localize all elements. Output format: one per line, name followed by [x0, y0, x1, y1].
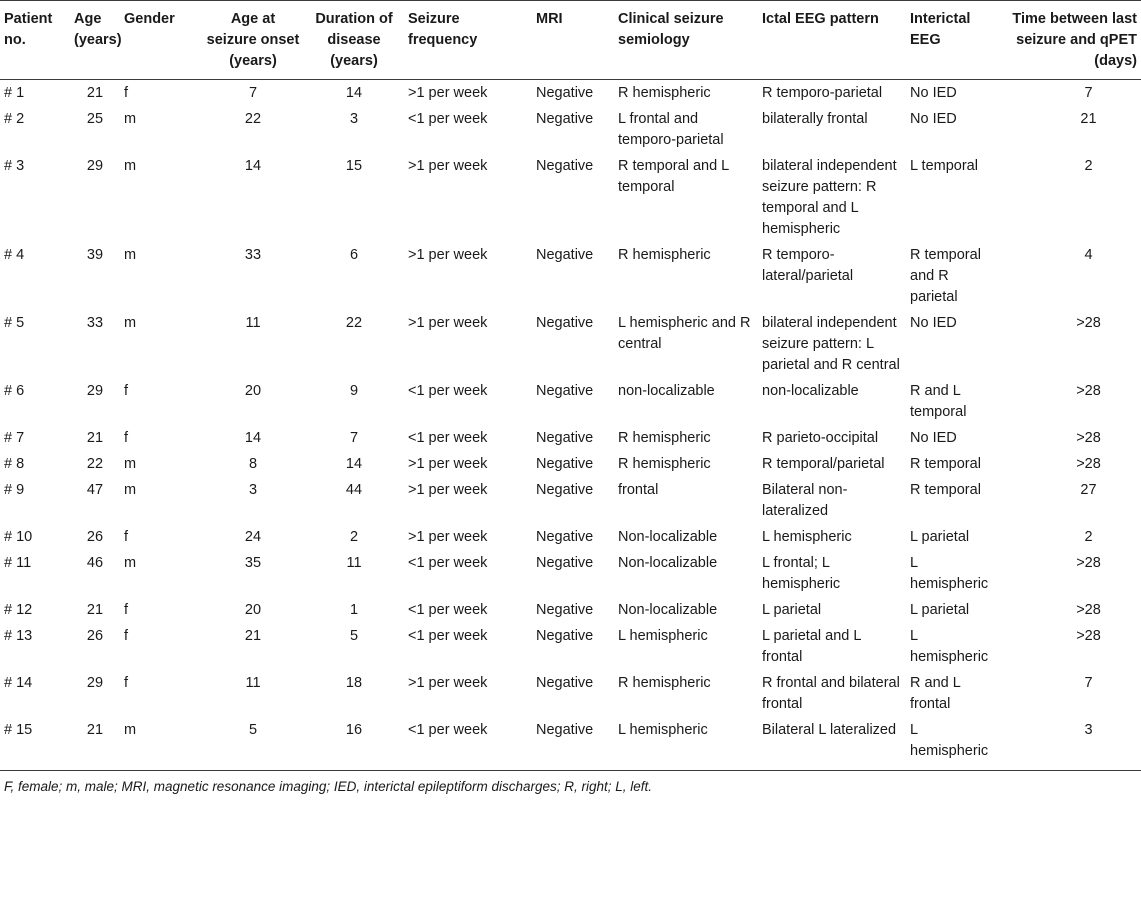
cell-interictal-eeg: L hemispheric	[910, 628, 989, 665]
cell-age-at-onset: 7	[248, 85, 258, 101]
header-gender: Gender	[120, 1, 202, 80]
cell-age: 21	[86, 85, 104, 101]
cell-time-to-qpet: >28	[1076, 315, 1101, 331]
cell-seizure-frequency: <1 per week	[408, 111, 488, 127]
cell-seizure-frequency: <1 per week	[408, 628, 488, 644]
cell-interictal-eeg: L temporal	[910, 158, 978, 174]
table-row	[0, 80, 1141, 107]
cell-patient-no: # 5	[4, 315, 25, 331]
cell-time-to-qpet: >28	[1076, 555, 1101, 571]
cell-mri: Negative	[536, 482, 594, 498]
cell-time-to-qpet: 7	[1084, 85, 1093, 101]
cell-gender: m	[124, 247, 137, 263]
cell-duration: 15	[345, 158, 363, 174]
cell-seizure-frequency: >1 per week	[408, 247, 488, 263]
cell-patient-no: # 14	[4, 675, 33, 691]
cell-duration: 7	[349, 430, 359, 446]
table-footnote: F, female; m, male; MRI, magnetic resonance imaging; IED, interictal epileptiform discharges; R, right; L, left.	[4, 779, 653, 794]
cell-ictal-eeg: L parietal and L frontal	[762, 628, 861, 665]
header-age-at-onset: Age at seizure onset (years)	[202, 1, 304, 80]
cell-duration: 22	[345, 315, 363, 331]
cell-patient-no: # 11	[4, 555, 32, 571]
cell-age-at-onset: 21	[244, 628, 262, 644]
cell-patient-no: # 12	[4, 602, 33, 618]
table-row	[0, 550, 1141, 597]
cell-mri: Negative	[536, 555, 594, 571]
cell-mri: Negative	[536, 628, 594, 644]
header-duration: Duration of disease (years)	[304, 1, 404, 80]
cell-interictal-eeg: No IED	[910, 315, 957, 331]
cell-time-to-qpet: >28	[1076, 430, 1101, 446]
cell-age: 46	[86, 555, 104, 571]
cell-clinical-semiology: L hemispheric	[618, 628, 708, 644]
cell-ictal-eeg: Bilateral non-lateralized	[762, 482, 848, 519]
cell-clinical-semiology: L frontal and temporo-parietal	[618, 111, 724, 148]
cell-age: 25	[86, 111, 104, 127]
cell-interictal-eeg: No IED	[910, 111, 957, 127]
cell-seizure-frequency: <1 per week	[408, 555, 488, 571]
cell-patient-no: # 15	[0, 717, 70, 771]
cell-gender: f	[124, 85, 129, 101]
cell-time-to-qpet: >28	[1076, 383, 1101, 399]
cell-age: 21	[86, 430, 104, 446]
cell-seizure-frequency: >1 per week	[408, 158, 488, 174]
cell-clinical-semiology: R hemispheric	[618, 675, 711, 691]
cell-duration: 16	[304, 717, 404, 771]
cell-ictal-eeg: non-localizable	[762, 383, 859, 399]
cell-mri: Negative	[536, 111, 594, 127]
cell-clinical-semiology: R hemispheric	[618, 430, 711, 446]
cell-mri: Negative	[536, 675, 594, 691]
cell-time-to-qpet: 21	[1080, 111, 1097, 127]
header-seizure-frequency: Seizure frequency	[404, 1, 532, 80]
cell-duration: 1	[349, 602, 359, 618]
cell-duration: 11	[346, 555, 362, 571]
cell-age-at-onset: 35	[244, 555, 262, 571]
header-clinical-semiology: Clinical seizure semiology	[614, 1, 758, 80]
cell-time-to-qpet: 7	[1084, 675, 1093, 691]
cell-age-at-onset: 11	[245, 675, 261, 691]
cell-ictal-eeg: R parieto-occipital	[762, 430, 879, 446]
table-row	[0, 310, 1141, 378]
cell-age-at-onset: 20	[244, 383, 262, 399]
cell-patient-no: # 13	[4, 628, 33, 644]
header-patient-no: Patient no.	[0, 1, 70, 80]
cell-patient-no: # 9	[4, 482, 25, 498]
cell-patient-no: # 1	[4, 85, 25, 101]
cell-clinical-semiology: R hemispheric	[618, 247, 711, 263]
cell-clinical-semiology: L hemispheric	[614, 717, 758, 771]
cell-mri: Negative	[532, 717, 614, 771]
cell-seizure-frequency: >1 per week	[408, 529, 488, 545]
header-mri: MRI	[532, 1, 614, 80]
cell-duration: 14	[345, 85, 363, 101]
cell-mri: Negative	[536, 430, 594, 446]
cell-duration: 6	[349, 247, 359, 263]
cell-time-to-qpet: 4	[1084, 247, 1093, 263]
cell-gender: m	[124, 111, 137, 127]
cell-clinical-semiology: R temporal and L temporal	[618, 158, 729, 195]
cell-ictal-eeg: R frontal and bilateral frontal	[762, 675, 900, 712]
table-row	[0, 717, 1141, 771]
cell-gender: m	[124, 555, 137, 571]
cell-seizure-frequency: >1 per week	[408, 85, 488, 101]
header-row	[0, 1, 1141, 80]
header-interictal-eeg: Interictal EEG	[906, 1, 1000, 80]
cell-ictal-eeg: bilateral independent seizure pattern: L parietal and R central	[762, 315, 900, 373]
cell-age-at-onset: 3	[248, 482, 258, 498]
cell-age-at-onset: 22	[244, 111, 262, 127]
cell-age: 29	[86, 158, 104, 174]
cell-mri: Negative	[536, 158, 594, 174]
cell-gender: f	[124, 628, 129, 644]
cell-ictal-eeg: R temporal/parietal	[762, 456, 885, 472]
cell-clinical-semiology: Non-localizable	[618, 555, 718, 571]
cell-ictal-eeg: L hemispheric	[762, 529, 852, 545]
cell-duration: 14	[345, 456, 363, 472]
cell-age-at-onset: 5	[202, 717, 304, 771]
table-row	[0, 597, 1141, 623]
cell-ictal-eeg: R temporo-parietal	[762, 85, 883, 101]
cell-interictal-eeg: L hemispheric	[906, 717, 1000, 771]
header-age: Age (years)	[70, 1, 120, 80]
cell-mri: Negative	[536, 529, 594, 545]
cell-seizure-frequency: <1 per week	[404, 717, 532, 771]
cell-age: 29	[86, 675, 104, 691]
cell-time-to-qpet: 27	[1080, 482, 1097, 498]
cell-seizure-frequency: <1 per week	[408, 383, 488, 399]
cell-ictal-eeg: bilaterally frontal	[762, 111, 868, 127]
cell-seizure-frequency: <1 per week	[408, 602, 488, 618]
cell-clinical-semiology: frontal	[618, 482, 659, 498]
cell-ictal-eeg: L frontal; L hemispheric	[762, 555, 841, 592]
table-row	[0, 153, 1141, 242]
cell-age-at-onset: 14	[244, 430, 262, 446]
cell-age: 26	[86, 628, 104, 644]
cell-gender: m	[124, 482, 137, 498]
cell-mri: Negative	[536, 315, 594, 331]
table-row	[0, 378, 1141, 425]
cell-gender: f	[124, 383, 129, 399]
cell-interictal-eeg: R temporal and R parietal	[910, 247, 981, 305]
cell-patient-no: # 4	[4, 247, 25, 263]
cell-duration: 3	[349, 111, 359, 127]
cell-age-at-onset: 11	[245, 315, 261, 331]
cell-clinical-semiology: Non-localizable	[618, 602, 718, 618]
cell-ictal-eeg: bilateral independent seizure pattern: R temporal and L hemispheric	[762, 158, 897, 237]
cell-duration: 18	[345, 675, 363, 691]
cell-interictal-eeg: L parietal	[910, 529, 970, 545]
cell-seizure-frequency: >1 per week	[408, 675, 488, 691]
table-row	[0, 106, 1141, 153]
cell-time-to-qpet: 3	[1000, 717, 1141, 771]
cell-interictal-eeg: L parietal	[910, 602, 970, 618]
cell-seizure-frequency: <1 per week	[408, 430, 488, 446]
cell-duration: 44	[345, 482, 363, 498]
cell-interictal-eeg: No IED	[910, 430, 957, 446]
cell-interictal-eeg: R and L temporal	[910, 383, 967, 420]
cell-age-at-onset: 14	[244, 158, 262, 174]
table-row	[0, 242, 1141, 310]
cell-mri: Negative	[536, 247, 594, 263]
cell-age: 29	[86, 383, 104, 399]
cell-age-at-onset: 24	[244, 529, 262, 545]
cell-age-at-onset: 8	[248, 456, 258, 472]
cell-time-to-qpet: >28	[1076, 602, 1101, 618]
cell-interictal-eeg: No IED	[910, 85, 957, 101]
cell-age: 39	[86, 247, 104, 263]
table-row	[0, 477, 1141, 524]
cell-interictal-eeg: R temporal	[910, 482, 981, 498]
cell-seizure-frequency: >1 per week	[408, 456, 488, 472]
cell-age-at-onset: 33	[244, 247, 262, 263]
cell-mri: Negative	[536, 383, 594, 399]
cell-gender: m	[124, 315, 137, 331]
table-row	[0, 524, 1141, 550]
cell-mri: Negative	[536, 85, 594, 101]
cell-seizure-frequency: >1 per week	[408, 482, 488, 498]
cell-patient-no: # 2	[4, 111, 25, 127]
header-time-to-qpet: Time between last seizure and qPET (days)	[1000, 1, 1141, 80]
cell-gender: m	[124, 158, 137, 174]
cell-time-to-qpet: 2	[1084, 158, 1093, 174]
cell-age: 26	[86, 529, 104, 545]
cell-age: 47	[86, 482, 104, 498]
cell-duration: 5	[349, 628, 359, 644]
cell-age: 21	[70, 717, 120, 771]
cell-mri: Negative	[536, 456, 594, 472]
cell-ictal-eeg: R temporo-lateral/parietal	[762, 247, 854, 284]
table-row	[0, 451, 1141, 477]
cell-time-to-qpet: >28	[1076, 456, 1101, 472]
cell-clinical-semiology: Non-localizable	[618, 529, 718, 545]
cell-duration: 2	[349, 529, 359, 545]
cell-patient-no: # 10	[4, 529, 33, 545]
cell-gender: m	[120, 717, 202, 771]
cell-interictal-eeg: R and L frontal	[910, 675, 961, 712]
cell-gender: f	[124, 430, 129, 446]
cell-age: 33	[86, 315, 104, 331]
cell-ictal-eeg: Bilateral L lateralized	[758, 717, 906, 771]
cell-interictal-eeg: L hemispheric	[910, 555, 989, 592]
cell-age-at-onset: 20	[244, 602, 262, 618]
cell-patient-no: # 6	[4, 383, 25, 399]
cell-age: 21	[86, 602, 104, 618]
table-row	[0, 425, 1141, 451]
cell-patient-no: # 7	[4, 430, 25, 446]
cell-ictal-eeg: L parietal	[762, 602, 822, 618]
cell-age: 22	[86, 456, 104, 472]
cell-gender: f	[124, 675, 129, 691]
table-body	[0, 80, 1141, 771]
cell-gender: f	[124, 529, 129, 545]
header-ictal-eeg: Ictal EEG pattern	[758, 1, 906, 80]
cell-clinical-semiology: R hemispheric	[618, 456, 711, 472]
table-row	[0, 670, 1141, 717]
cell-duration: 9	[349, 383, 359, 399]
cell-mri: Negative	[536, 602, 594, 618]
cell-patient-no: # 3	[4, 158, 25, 174]
cell-time-to-qpet: 2	[1084, 529, 1093, 545]
cell-gender: f	[124, 602, 129, 618]
cell-clinical-semiology: non-localizable	[618, 383, 715, 399]
cell-time-to-qpet: >28	[1076, 628, 1101, 644]
cell-seizure-frequency: >1 per week	[408, 315, 488, 331]
cell-patient-no: # 8	[4, 456, 25, 472]
cell-clinical-semiology: L hemispheric and R central	[618, 315, 751, 352]
table-row	[0, 623, 1141, 670]
cell-interictal-eeg: R temporal	[910, 456, 981, 472]
cell-clinical-semiology: R hemispheric	[618, 85, 711, 101]
cell-gender: m	[124, 456, 137, 472]
